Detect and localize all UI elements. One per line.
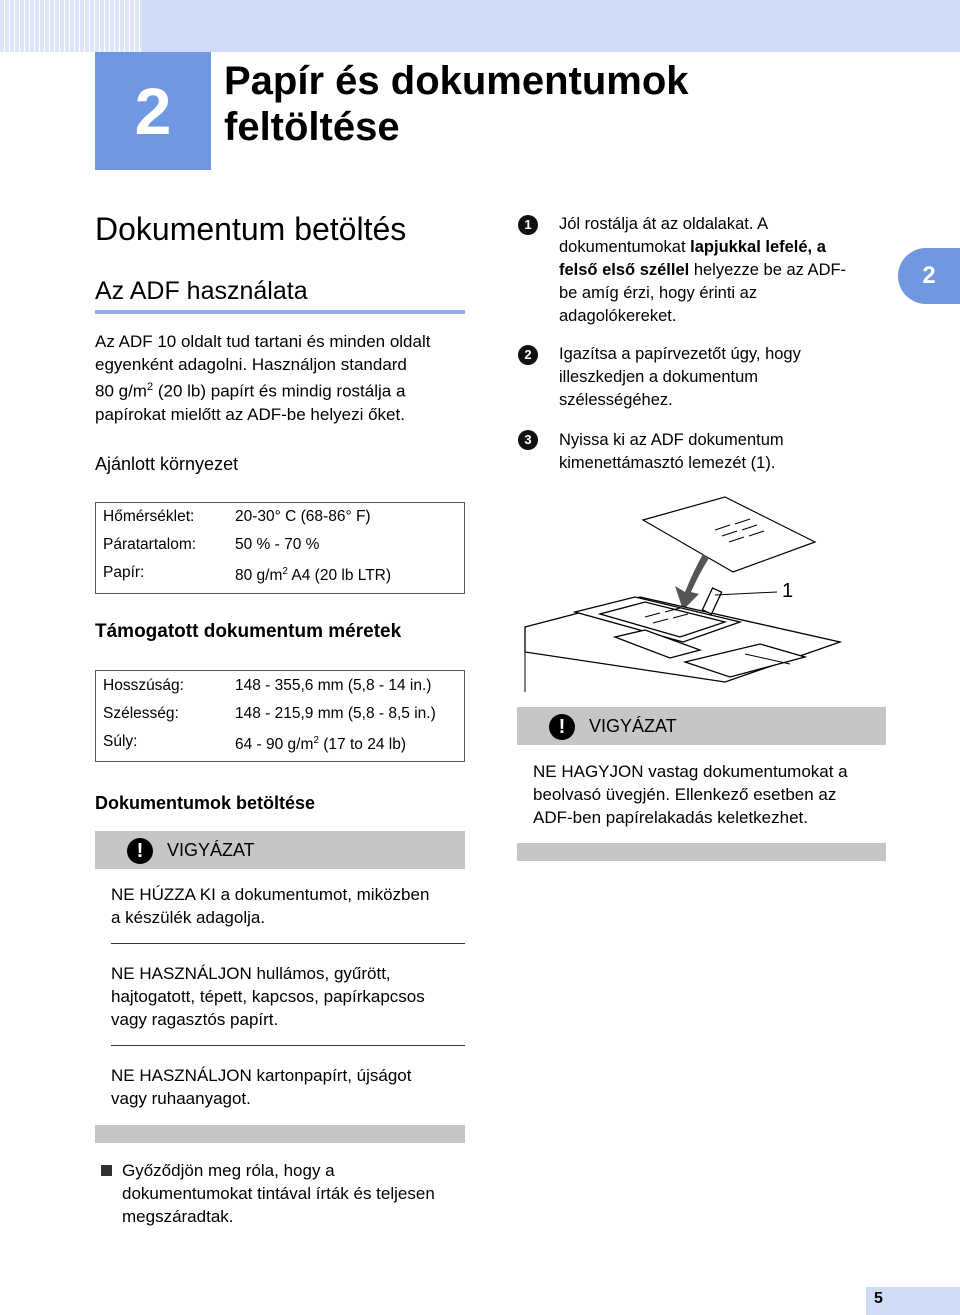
size-label-weight: Súly: [103, 733, 138, 750]
size-value-length: 148 - 355,6 mm (5,8 - 14 in.) [235, 677, 432, 694]
caution-right-text: NE HAGYJON vastag dokumentumokat a beolvasó üvegjén. Ellenkező esetben az ADF-ben papírelakadás keletkezhet. [533, 762, 848, 827]
section-title: Dokumentum betöltés [95, 211, 407, 247]
env-label-paper: Papír: [103, 564, 145, 581]
env-label-humidity: Páratartalom: [103, 536, 197, 553]
step-3-text: Nyissa ki az ADF dokumentum kimenettámasztó lemezét (1). [559, 431, 784, 472]
exclamation-icon: ! [549, 714, 575, 740]
env-heading: Ajánlott környezet [95, 454, 239, 474]
caution-item-2: NE HASZNÁLJON hullámos, gyűrött, hajtogatott, tépett, kapcsos, papírkapcsos vagy ragasztós papírt. [111, 964, 425, 1029]
section-subtitle: Az ADF használata [95, 277, 308, 305]
bullet-square-icon [101, 1165, 112, 1176]
caution-divider [111, 1045, 465, 1046]
env-table [95, 502, 465, 594]
step-number-2: 2 [518, 345, 538, 365]
subtitle-rule [95, 310, 465, 314]
caution-header-right [517, 707, 886, 745]
step-1-text: Jól rostálja át az oldalakat. A dokumentumokat lapjukkal lefelé, a felső első széllel helyezze be az ADF- be amíg érzi, hogy érinti az adagolókereket. [559, 215, 847, 325]
chapter-title: Papír és dokumentumok feltöltése [224, 59, 689, 149]
header-stripe [0, 0, 142, 52]
sizes-table [95, 670, 465, 762]
env-value-temp: 20-30° C (68-86° F) [235, 508, 371, 525]
caution-label: VIGYÁZAT [589, 716, 677, 736]
size-value-width: 148 - 215,9 mm (5,8 - 8,5 in.) [235, 705, 436, 722]
chapter-number: 2 [95, 52, 211, 170]
chapter-side-tab: 2 [898, 248, 960, 304]
step-number-3: 3 [518, 430, 538, 450]
caution-label: VIGYÁZAT [167, 840, 255, 860]
env-value-humidity: 50 % - 70 % [235, 536, 320, 553]
sizes-heading: Támogatott dokumentum méretek [95, 621, 402, 642]
step-2-text: Igazítsa a papírvezetőt úgy, hogy illeszkedjen a dokumentum szélességéhez. [559, 345, 801, 409]
header-band [142, 0, 960, 52]
page-number: 5 [874, 1290, 883, 1307]
intro-paragraph: Az ADF 10 oldalt tud tartani és minden oldalt egyenként adagolni. Használjon standard 80 $g/m^2$ (20 lb) papírt és mindig rostálja a papírokat mielőtt az ADF-be helyezi őket. [95, 332, 431, 424]
insert-arrow-icon [675, 554, 709, 610]
paper-sheet [643, 497, 815, 572]
loading-heading: Dokumentumok betöltése [95, 793, 316, 813]
caution-item-1: NE HÚZZA KI a dokumentumot, miközben a készülék adagolja. [111, 885, 430, 927]
exclamation-icon: ! [127, 838, 153, 864]
callout-leader [715, 592, 777, 595]
figure-callout: 1 [782, 580, 794, 602]
caution-footer-right [517, 843, 886, 861]
caution-item-3: NE HASZNÁLJON kartonpapírt, újságot vagy ruhaanyagot. [111, 1066, 412, 1108]
size-value-weight: 64 - 90 $g/m^2$ (17 to 24 lb) [235, 735, 406, 754]
caution-footer-left [95, 1125, 465, 1143]
step-number-1: 1 [518, 215, 538, 235]
env-label-temp: Hőmérséklet: [103, 508, 195, 525]
adf-loading-illustration [515, 492, 845, 692]
env-value-paper: 80 $g/m^2$ A4 (20 lb LTR) [235, 566, 392, 585]
bullet-item: Győződjön meg róla, hogy a dokumentumokat tintával írták és teljesen megszáradtak. [122, 1161, 435, 1226]
size-label-width: Szélesség: [103, 705, 179, 722]
size-label-length: Hosszúság: [103, 677, 184, 694]
caution-divider [111, 943, 465, 944]
caution-header-left [95, 831, 465, 869]
